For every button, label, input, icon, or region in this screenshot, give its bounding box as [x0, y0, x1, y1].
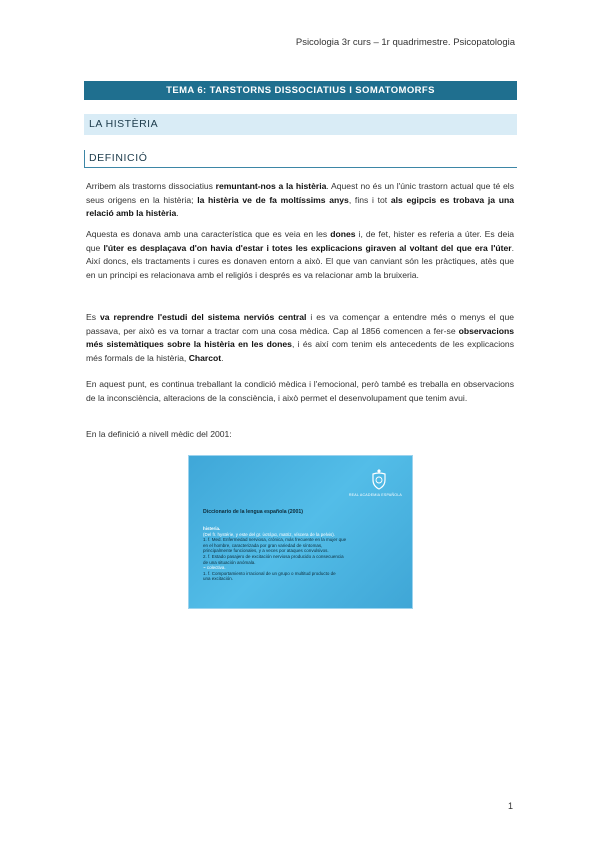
paragraph-5: En la definició a nivell mèdic del 2001: — [86, 429, 232, 439]
subsection-heading: DEFINICIÓ — [84, 150, 517, 168]
paragraph-3: Es va reprendre l'estudi del sistema nerviós central i es va començar a entendre més o menys el que passava, per això es va tornar a tractar com una cosa mèdica. Cap al 1856 comencen a fer-se observacions més sistemàtiques sobre la histèria en les dones, i és així com tenim els antecedents de les explicacions més formals de la histèria, Charcot. — [86, 312, 515, 363]
page-number: 1 — [507, 801, 513, 811]
entry-line: de una situación anómala. — [203, 559, 256, 565]
document-header: Psicologia 3r curs – 1r quadrimestre. Psicopatologia — [295, 37, 515, 48]
rae-emblem-text: REAL ACADEMIA ESPAÑOLA — [348, 493, 402, 497]
section-heading: LA HISTÈRIA — [84, 114, 517, 135]
dictionary-definition-image — [189, 456, 412, 608]
paragraph-2: Aquesta es donava amb una característica que es veia en les dones i, de fet, hister es referia a úter. Es deia que l'úter es desplaçava d'on havia d'estar i totes les explicacions giraven al voltant del que era l'úter. Així doncs, els tractaments i cures es donaven entorn a això. El que van canviant són les pràctiques, atès que en un principi es relacionava amb el religiós i després es va relacionar amb la bruixeria. — [86, 229, 515, 280]
paragraph-4: En aquest punt, es continua treballant la condició mèdica i l'emocional, però també es treballa en observacions de la inconsciència, alteracions de la consciència, i això permet el desenvolupament que tenim avui. — [86, 379, 514, 403]
entry-line: (Del fr. hystérie, y este del gr. ὑστέρα, matriz, víscera de la pelvis). — [203, 531, 335, 537]
rae-emblem-icon — [370, 468, 388, 490]
entry-line: en el hombre, caracterizada por gran variedad de síntomas, — [203, 542, 323, 548]
entry-line: una excitación. — [203, 576, 234, 582]
paragraph-1: Arribem als trastorns dissociatius remuntant-nos a la histèria. Aquest no és un l'únic trastorn actual que té els seus origens en la histèria; la histèria ve de fa moltíssims anys, fins i tot als egipcis es trobava ja una relació amb la histèria. — [86, 181, 514, 219]
topic-title: TEMA 6: TARSTORNS DISSOCIATIUS I SOMATOMORFS — [84, 81, 517, 100]
entry-line: 1. f. Comportamiento irracional de un grupo o multitud producto de — [203, 570, 336, 576]
entry-line: 2. f. Estado pasajero de excitación nerviosa producido a consecuencia — [203, 553, 344, 559]
dictionary-entry — [203, 526, 401, 582]
entry-line: ~ colectiva. — [203, 565, 226, 571]
entry-line: principalmente funcionales, y a veces por ataques convulsivos. — [203, 548, 329, 554]
entry-line: 1. f. Med. Enfermedad nerviosa, crónica, más frecuente en la mujer que — [203, 537, 347, 543]
entry-headword: histeria. — [203, 526, 221, 531]
dictionary-title: Diccionario de la lengua española (2001) — [203, 509, 304, 515]
